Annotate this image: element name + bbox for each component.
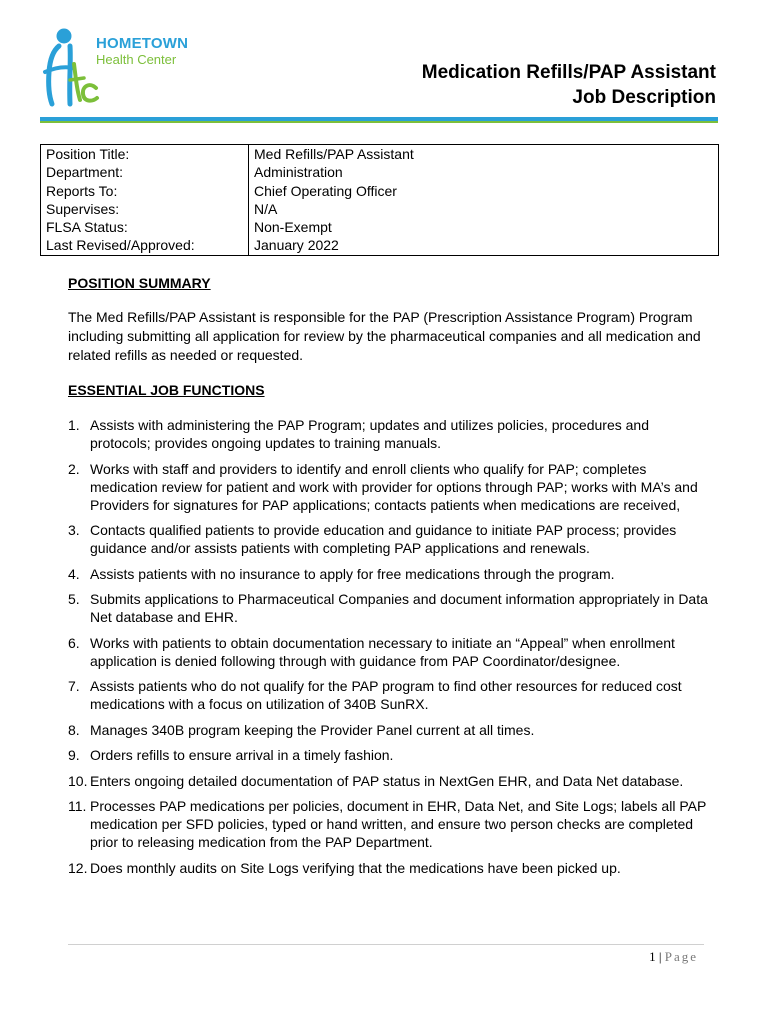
label-position-title: Position Title:	[46, 146, 130, 162]
position-summary-text: The Med Refills/PAP Assistant is responsible for the PAP (Prescription Assistance Program) Program including submitting all application for review by the pharmaceutical companies and all medication and related refills as needed or requested.	[68, 309, 701, 363]
item-text: Assists patients with no insurance to apply for free medications through the program.	[90, 565, 615, 582]
title-line-2: Job Description	[572, 87, 716, 108]
label-department: Department:	[46, 164, 124, 181]
item-text: Manages 340B program keeping the Provider Panel current at all times.	[90, 721, 535, 738]
item-text: Does monthly audits on Site Logs verifying that the medications have been picked up.	[90, 859, 621, 876]
label-reports-to: Reports To:	[46, 182, 118, 199]
list-item	[68, 677, 708, 713]
essential-functions-list	[68, 416, 708, 884]
list-item	[68, 521, 708, 557]
value-flsa-status: Non-Exempt	[254, 219, 332, 236]
info-labels-cell	[41, 145, 249, 256]
logo-mark-icon	[40, 28, 100, 112]
label-flsa-status: FLSA Status:	[46, 219, 128, 236]
list-item	[68, 859, 708, 877]
document-title	[422, 60, 716, 110]
item-text: Assists with administering the PAP Program; updates and utilizes policies, procedures and protocols; provides ongoing updates to training manuals.	[90, 417, 649, 451]
list-item	[68, 634, 708, 670]
item-number: 9.	[68, 747, 80, 763]
page-separator: |	[658, 949, 662, 964]
essential-functions-heading: ESSENTIAL JOB FUNCTIONS	[68, 382, 265, 398]
title-line-1: Medication Refills/PAP Assistant	[421, 62, 716, 83]
item-number: 6.	[68, 634, 80, 651]
organization-logo	[40, 28, 230, 112]
item-number: 12.	[68, 859, 88, 876]
item-text: Works with patients to obtain documentation necessary to initiate an “Appeal” when enrollment application is denied following through with guidance from PAP Coordinator/designee.	[90, 634, 675, 669]
item-text: Submits applications to Pharmaceutical Companies and document information appropriately in Data Net database and EHR.	[90, 591, 708, 625]
list-item	[68, 746, 708, 764]
page-label: Page	[664, 949, 698, 964]
list-item	[68, 772, 708, 790]
position-info-table	[40, 144, 719, 256]
logo-subtitle: Health Center	[96, 52, 177, 67]
label-supervises: Supervises:	[46, 200, 120, 217]
position-summary-heading: POSITION SUMMARY	[68, 275, 211, 291]
item-number: 5.	[68, 591, 80, 607]
item-number: 1.	[68, 417, 80, 433]
logo-name: HOMETOWN	[96, 35, 189, 52]
footer-rule	[68, 944, 704, 945]
item-number: 8.	[68, 721, 80, 738]
list-item	[68, 797, 708, 851]
item-text: Contacts qualified patients to provide education and guidance to initiate PAP process; provides guidance and/or assists patients with completing PAP applications and renewals.	[90, 522, 677, 556]
page-footer	[649, 949, 698, 965]
item-text: Processes PAP medications per policies, document in EHR, Data Net, and Site Logs; labels all PAP medication per SFD policies, typed or hand written, and ensure two person checks are completed prior to releasing medication from the PAP Department.	[90, 798, 707, 850]
list-item	[68, 565, 708, 583]
value-department: Administration	[254, 164, 343, 181]
value-position-title: Med Refills/PAP Assistant	[254, 146, 414, 162]
item-text: Orders refills to ensure arrival in a timely fashion.	[90, 747, 394, 763]
header-rule-green	[40, 121, 718, 123]
value-reports-to: Chief Operating Officer	[254, 182, 397, 199]
page-number: 1	[649, 949, 656, 964]
list-item	[68, 416, 708, 452]
list-item	[68, 460, 708, 514]
value-last-revised: January 2022	[254, 237, 339, 254]
info-values-cell	[249, 145, 719, 256]
item-number: 4.	[68, 565, 80, 582]
item-number: 10.	[68, 772, 88, 789]
item-text: Works with staff and providers to identify and enroll clients who qualify for PAP; completes medication review for patient and work with provider for options through PAP; works with MA’s and Providers for signatures for PAP applications; contacts patients when medications are received,	[90, 460, 698, 513]
item-number: 3.	[68, 522, 80, 538]
list-item	[68, 721, 708, 739]
item-text: Enters ongoing detailed documentation of PAP status in NextGen EHR, and Data Net database.	[90, 772, 684, 789]
item-number: 11.	[68, 798, 87, 814]
list-item	[68, 590, 708, 626]
label-last-revised: Last Revised/Approved:	[46, 237, 195, 254]
item-number: 2.	[68, 460, 80, 477]
item-number: 7.	[68, 678, 80, 694]
item-text: Assists patients who do not qualify for the PAP program to find other resources for reduced cost medications with a focus on utilization of 340B SunRX.	[90, 678, 682, 712]
value-supervises: N/A	[254, 200, 278, 217]
